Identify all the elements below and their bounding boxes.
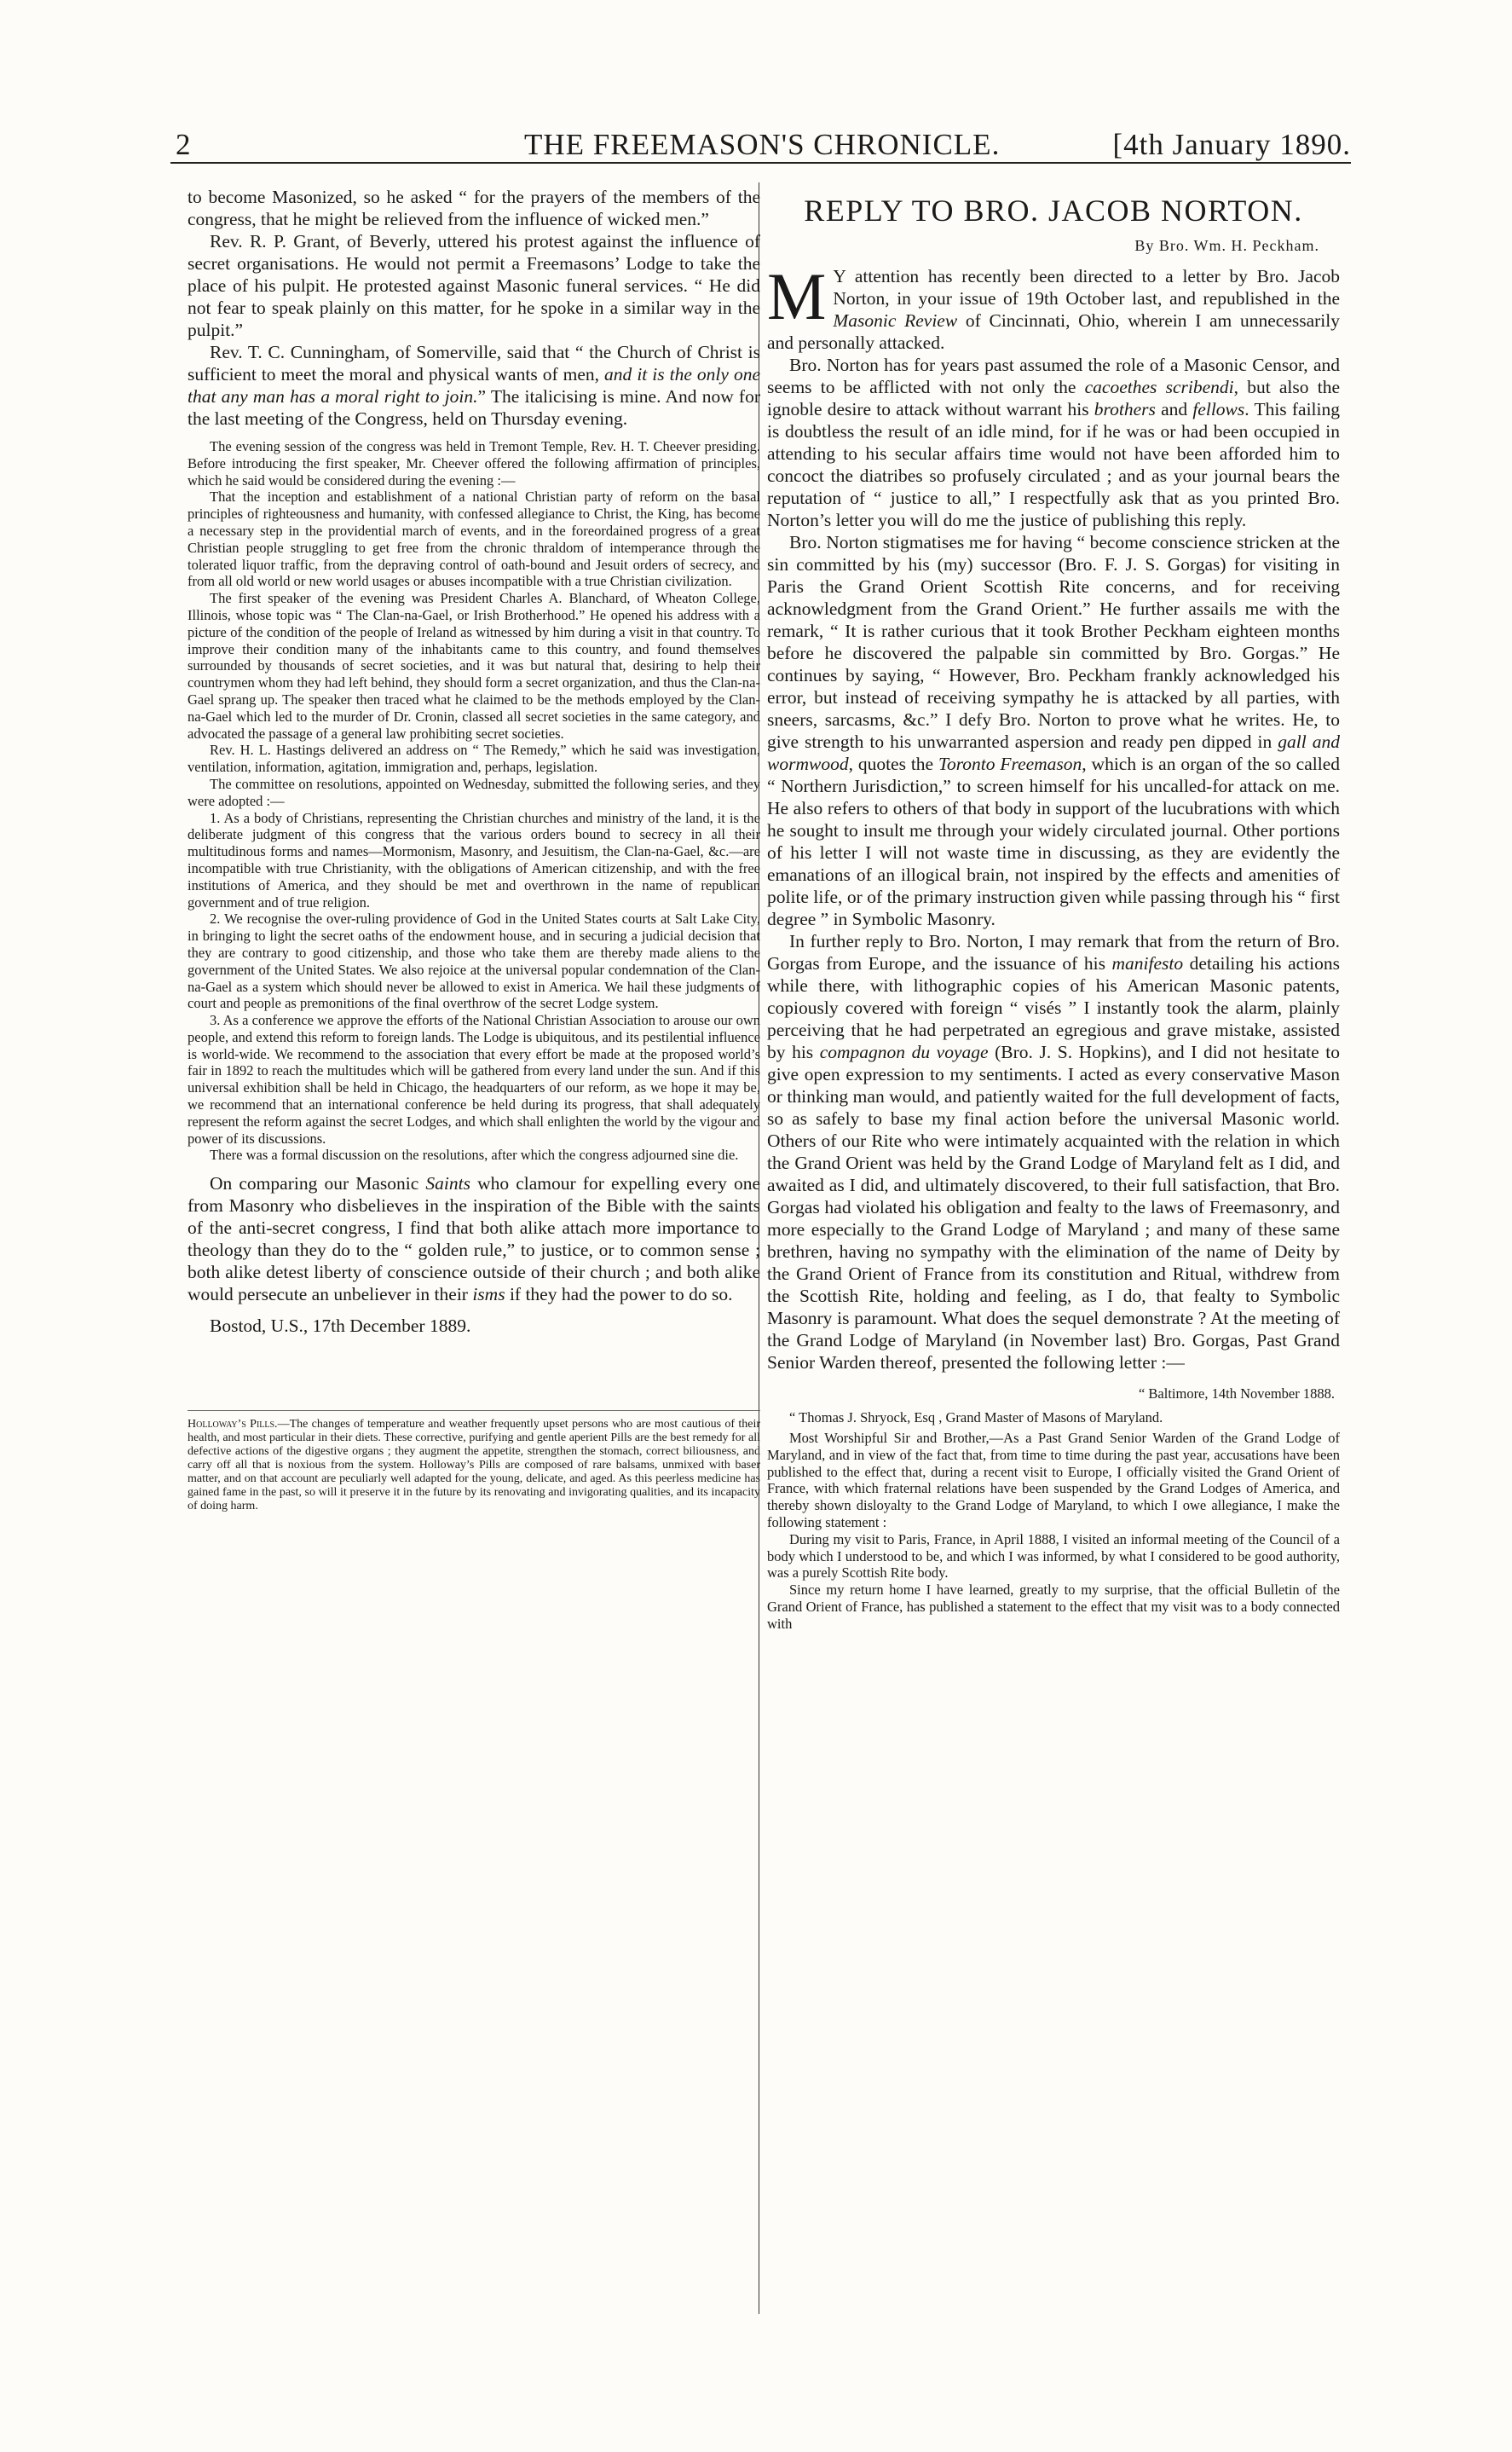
signature-line: Bostod, U.S., 17th December 1889.	[210, 1316, 471, 1337]
left-column	[188, 186, 760, 1513]
paragraph: On comparing our Masonic Saints who clamour for expelling every one from Masonry who disbelieves in the inspiration of the Bible with the saints of the anti-secret congress, I find that both alike attach more importance to theology than they do to the “ golden rule,” to justice, or to common sense ; both alike detest liberty of conscience outside of their church ; and both alike would persecute an unbeliever in their isms if they had the power to do so.	[188, 1173, 760, 1305]
issue-date: [4th January 1890.	[1112, 128, 1351, 161]
report-paragraph: The first speaker of the evening was President Charles A. Blanchard, of Wheaton College, Illinois, whose topic was “ The Clan-na-Gael, or Irish Brotherhood.” He opened his address with a picture of the condition of the people of Ireland as witnessed by him during a visit in that country. To improve their condition many of the inhabitants came to this country, and found themselves surrounded by thousands of secret societies, and it was but natural that, desiring to help their countrymen whom they had left behind, they should form a secret organization, and thus the Clan-na-Gael sprang up. The speaker then traced what he claimed to be the methods employed by the Clan-na-Gael which led to the murder of Dr. Cronin, classed all secret societies in the same category, and advocated the passage of a general law prohibiting secret societies.	[188, 590, 760, 742]
masthead	[170, 128, 1351, 164]
paragraph: to become Masonized, so he asked “ for the prayers of the members of the congress, that he might be relieved from the influence of wicked men.”	[188, 187, 760, 229]
resolution-2: 2. We recognise the over-ruling providence of God in the United States courts at Salt Lake City, in bringing to light the secret oaths of the endowment house, and in securing a judicial decision that they are contrary to good citizenship, and those who take them are thereby made aliens to the government of the United States. We also rejoice at the universal popular condemnation of the Clan-na-Gael as a system which should never be allowed to exist in America. We hail these judgments of court and people as premonitions of the final overthrow of the secret Lodge system.	[188, 911, 760, 1012]
report-paragraph: There was a formal discussion on the resolutions, after which the congress adjourned sine die.	[210, 1147, 739, 1164]
paragraph: Bro. Norton stigmatises me for having “ become conscience stricken at the sin committed by his (my) successor (Bro. F. J. S. Gorgas) for visiting in Paris the Grand Orient Scottish Rite concerns, and for receiving acknowledgment from the Grand Orient.” He further assails me with the remark, “ It is rather curious that it took Brother Peckham eighteen months before he discovered the palpable sin committed by Bro. Gorgas.” He continues by saying, “ However, Bro. Peckham frankly acknowledged his error, but instead of receiving sympathy he is attacked by all parties, with sneers, sarcasms, &c.” I defy Bro. Norton to prove what he writes. He, to give strength to his unwarranted aspersion and ready pen dipped in gall and wormwood, quotes the Toronto Freemason, which is an organ of the so called “ Northern Jurisdiction,” to screen himself for his uncalled-for attack on me. He also refers to others of that body in support of the lucubrations with which he sought to insult me through your widely circulated journal. Other portions of his letter I will not waste time in discussing, as they are evidently the emanations of an illogical brain, not inspired by the effects and amenities of polite life, or of the primary instruction given while passing through his “ first degree ” in Symbolic Masonry.	[767, 532, 1340, 929]
advertisement-title: Holloway’s Pills.	[188, 1418, 278, 1431]
paragraph: Rev. R. P. Grant, of Beverly, uttered his protest against the influence of secret organisations. He would not permit a Freemasons’ Lodge to take the place of his pulpit. He protested against Masonic funeral services. “ He did not fear to speak plainly on this matter, for he spoke in a similar way in the pulpit.”	[188, 231, 760, 340]
paragraph: M Y attention has recently been directed to a letter by Bro. Jacob Norton, in your issue of 19th October last, and republished in the Masonic Review of Cincinnati, Ohio, wherein I am unnecessarily and personally attacked.	[767, 259, 1340, 353]
report-paragraph: The committee on resolutions, appointed on Wednesday, submitted the following series, and they were adopted :—	[188, 775, 760, 809]
letter-address: “ Thomas J. Shryock, Esq , Grand Master of Masons of Maryland.	[789, 1409, 1163, 1426]
report-paragraph: The evening session of the congress was held in Tremont Temple, Rev. H. T. Cheever presiding. Before introducing the first speaker, Mr. Cheever offered the following affirmation of principles, which he said would be considered during the evening :—	[188, 438, 760, 489]
report-paragraph: Rev. H. L. Hastings delivered an address on “ The Remedy,” which he said was investigation, ventilation, information, agitation, immigration and, perhaps, legislation.	[188, 742, 760, 776]
resolution-3: 3. As a conference we approve the efforts of the National Christian Association to arouse our own people, and extend this reform to foreign lands. The Lodge is ubiquitous, and its pestilential influence is world-wide. We recommend to the association that every effort be made at the proposed world’s fair in 1892 to reach the multitudes which will be gathered from every land under the sun. And if this universal exhibition shall be held in Chicago, the headquarters of our reform, as we hope it may be, we recommend that an international conference be held during its progress, that shall adequately represent the reform against the secret Lodges, and which shall enlighten the world by the vigour and power of its discussions.	[188, 1012, 760, 1147]
advertisement-text: —The changes of temperature and weather frequently upset persons who are most cautious of their health, and most particular in their diets. These corrective, purifying and gentle aperient Pills are the best remedy for all defective actions of the digestive organs ; they augment the appetite, strengthen the stomach, correct biliousness, and carry off all that is noxious from the system. Holloway’s Pills are composed of rare balsams, unmixed with baser matter, and on that account are peculiarly well adapted for the young, delicate, and aged. As this peerless medicine has gained fame in the past, so will it preserve it in the future by its renovating and invigorating qualities, and its incapacity of doing harm.	[188, 1418, 761, 1513]
publication-title: THE FREEMASON'S CHRONICLE.	[524, 128, 1001, 161]
paragraph: In further reply to Bro. Norton, I may remark that from the return of Bro. Gorgas from Europe, and the issuance of his manifesto detailing his actions while there, with lithographic copies of his American Masonic patents, copiously covered with foreign “ visés ” I instantly took the alarm, plainly perceiving that he had perpetrated an egregious and grave mistake, assisted by his compagnon du voyage (Bro. J. S. Hopkins), and I did not hesitate to give open expression to my sentiments. I acted as every conservative Mason or thinking man would, and patiently waited for the full development of facts, so as safely to base my final action before the universal Masonic world. Others of our Rite who were intimately acquainted with the relation in which the Grand Orient was held by the Grand Lodge of Maryland felt as I did, and awaited as I did, and ultimately discovered, to their full satisfaction, that Bro. Gorgas had violated his obligation and fealty to the laws of Freemasonry, and more especially to the Grand Lodge of Maryland ; and many of these same brethren, having no sympathy with the elimination of the name of Deity by the Grand Orient of France from its constitution and Ritual, withdrew from the Scottish Rite, holding and feeling, as I do, that fealty to Symbolic Masonry is paramount. What does the sequel demonstrate ? At the meeting of the Grand Lodge of Maryland (in November last) Bro. Gorgas, Past Grand Senior Warden thereof, presented the following letter :—	[767, 931, 1340, 1373]
report-paragraph: That the inception and establishment of a national Christian party of reform on the basal principles of righteousness and humanity, with confessed allegiance to Christ, the King, has become a necessary step in the providential march of events, and in the foreordained progress of a great Christian people struggling to get free from the chronic thraldom of intemperance through the tolerated liquor traffic, from the depraving control of oath-bound and Jesuit orders of secrecy, and from all old world or new world usages or abuses incompatible with a true Christian civilization.	[188, 489, 760, 590]
article-title: REPLY TO BRO. JACOB NORTON.	[804, 194, 1303, 228]
right-column	[767, 186, 1340, 1633]
paragraph: Rev. T. C. Cunningham, of Somerville, said that “ the Church of Christ is sufficient to meet the moral and physical wants of men, and it is the only one that any man has a moral right to join.” The italicising is mine. And now for the last meeting of the Congress, held on Thursday evening.	[188, 342, 761, 429]
letter-paragraph: Most Worshipful Sir and Brother,—As a Past Grand Senior Warden of the Grand Lodge of Maryland, and in view of the fact that, from time to time during the past year, accusations have been published to the effect that, during a recent visit to Europe, I officially visited the Grand Orient of France, with which fraternal relations have been suspended by the Grand Lodges of America, and thereby shown disloyalty to the Grand Lodge of Maryland, to which I owe allegiance, I make the following statement :	[767, 1430, 1340, 1530]
letter-paragraph: Since my return home I have learned, greatly to my surprise, that the official Bulletin of the Grand Orient of France, has published a statement to the effect that my visit was to a body connected with	[767, 1582, 1340, 1632]
letter-paragraph: During my visit to Paris, France, in April 1888, I visited an informal meeting of the Council of a body which I understood to be, and which I was informed, by what I considered to be good authority, was a purely Scottish Rite body.	[767, 1530, 1340, 1582]
drop-cap: M	[767, 259, 827, 333]
advertisement	[188, 1410, 760, 1513]
letter-date: “ Baltimore, 14th November 1888.	[1138, 1385, 1335, 1402]
byline: By Bro. Wm. H. Peckham.	[1134, 237, 1319, 254]
paragraph: Bro. Norton has for years past assumed the role of a Masonic Censor, and seems to be afflicted with not only the cacoethes scribendi, but also the ignoble desire to attack without warrant his brothers and fellows. This failing is doubtless the result of an idle mind, for if he was or had been occupied in attending to his secular affairs time would not have been afforded him to concoct the diatribes so profusely circulated ; and as your journal bears the reputation of “ justice to all,” I respectfully ask that as you printed Bro. Norton’s letter you will do me the justice of publishing this reply.	[767, 355, 1340, 530]
page-number: 2	[176, 128, 192, 161]
resolution-1: 1. As a body of Christians, representing the Christian churches and ministry of the land, it is the deliberate judgment of this congress that the various orders bound to secrecy in all their multitudinous forms and names—Mormonism, Masonry, and Jesuitism, the Clan-na-Gael, &c.—are incompatible with true Christianity, with the obligations of American citizenship, and with the free institutions of America, and they should be met and overthrown in the name of republican government and of true religion.	[188, 809, 760, 911]
